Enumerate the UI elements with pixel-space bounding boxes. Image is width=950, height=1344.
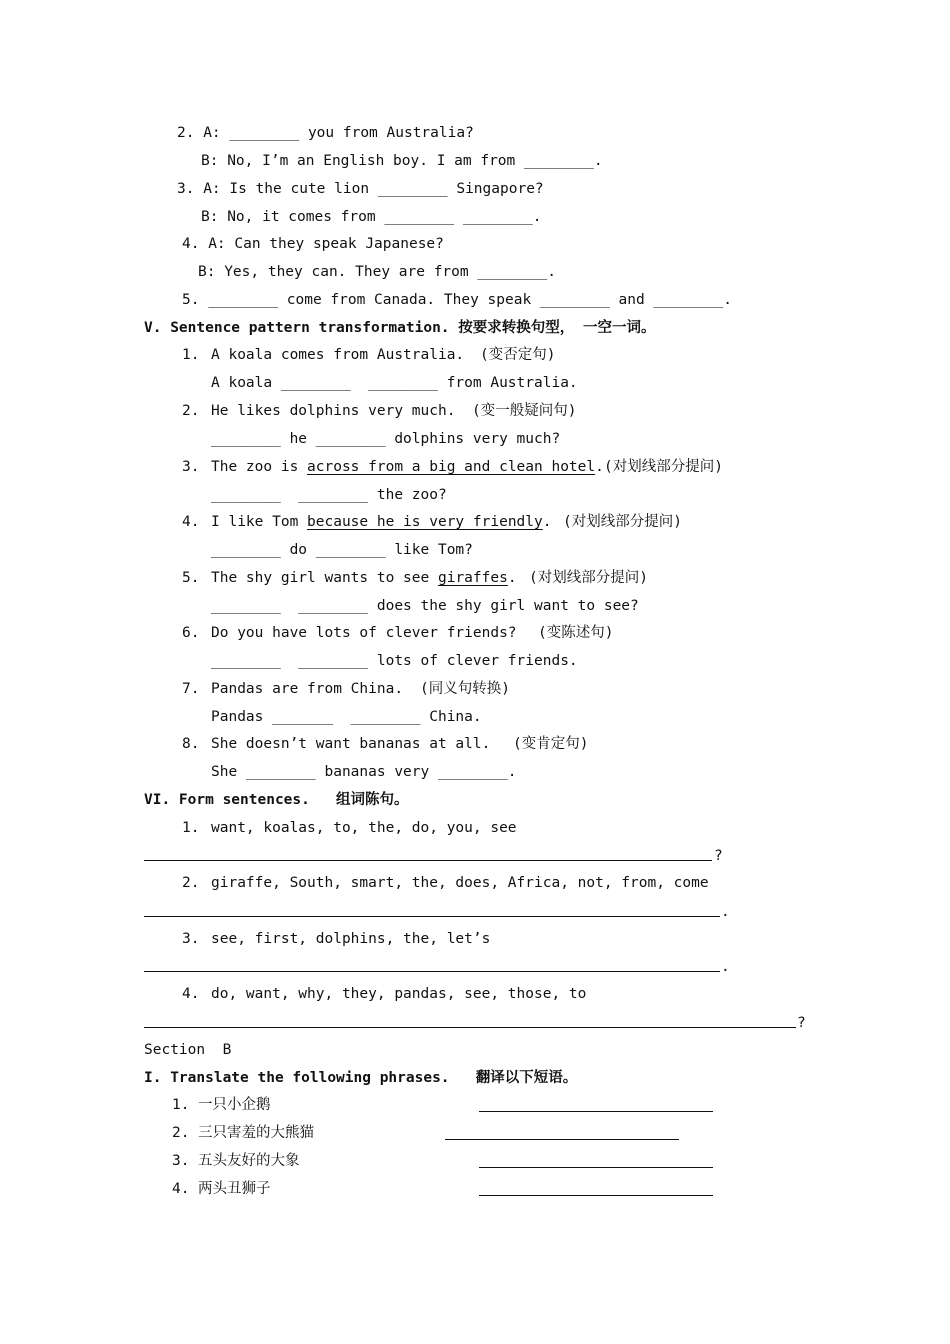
part5-item-3-sentence: The zoo is across from a big and clean hotel. xyxy=(211,459,604,475)
part5-item-4-sentence: I like Tom because he is very friendly. xyxy=(211,514,552,530)
section-b-heading: I. Translate the following phrases. 翻译以下短语。 xyxy=(144,1070,578,1086)
q4-line-b: B: Yes, they can. They are from ________. xyxy=(198,264,556,280)
part5-item-1-sentence: A koala comes from Australia. xyxy=(211,347,465,363)
part6-item-4-words: do, want, why, they, pandas, see, those, to xyxy=(211,986,587,1002)
q2-line-a: 2. A: ________ you from Australia? xyxy=(177,125,474,141)
section-b-item-2-text: 三只害羞的大熊猫 xyxy=(198,1125,314,1141)
part5-item-7-sentence: Pandas are from China. xyxy=(211,681,404,697)
part5-item-5-sentence: The shy girl wants to see giraffes. xyxy=(211,570,517,586)
part5-heading: V. Sentence pattern transformation. 按要求转换句型， 一空一词。 xyxy=(144,320,656,336)
part5-item-7-hint: (同义句转换) xyxy=(420,681,510,697)
part6-item-3-words: see, first, dolphins, the, let’s xyxy=(211,931,491,947)
part6-item-2-num: 2. xyxy=(182,875,200,891)
section-b-item-1-text: 一只小企鹅 xyxy=(198,1097,271,1113)
q2-line-b: B: No, I’m an English boy. I am from ________. xyxy=(201,153,603,169)
part5-item-2-sentence: He likes dolphins very much. xyxy=(211,403,456,419)
part6-item-2-end-mark: . xyxy=(721,904,730,920)
part5-item-3-num: 3. xyxy=(182,459,200,475)
part5-item-1-num: 1. xyxy=(182,347,200,363)
part5-item-3-underlined: across from a big and clean hotel xyxy=(307,459,596,475)
part5-item-8-hint: (变肯定句) xyxy=(513,736,589,752)
section-b-item-1-answer-line xyxy=(479,1111,713,1112)
part6-item-1-answer-line xyxy=(144,860,712,861)
part5-item-7-answer: Pandas _______ ________ China. xyxy=(211,709,482,725)
section-b-item-1-num: 1. xyxy=(172,1097,190,1113)
part6-heading: VI. Form sentences. 组词陈句。 xyxy=(144,792,409,808)
section-b-item-3-answer-line xyxy=(479,1167,713,1168)
part5-item-4-answer: ________ do ________ like Tom? xyxy=(211,542,473,558)
part5-item-2-hint: (变一般疑问句) xyxy=(472,403,577,419)
part5-item-4-underlined: because he is very friendly xyxy=(307,514,543,530)
section-b-title: Section B xyxy=(144,1042,232,1058)
section-b-item-4-num: 4. xyxy=(172,1181,190,1197)
q4-line-a: 4. A: Can they speak Japanese? xyxy=(182,236,444,252)
q5-line: 5. ________ come from Canada. They speak ________ and ________. xyxy=(182,292,732,308)
part5-item-4-hint: (对划线部分提问) xyxy=(563,514,682,530)
part5-item-6-answer: ________ ________ lots of clever friends. xyxy=(211,653,578,669)
part5-item-3-hint: (对划线部分提问) xyxy=(604,459,723,475)
section-b-item-3-text: 五头友好的大象 xyxy=(198,1153,300,1169)
part5-item-1-answer: A koala ________ ________ from Australia. xyxy=(211,375,578,391)
section-b-item-2-answer-line xyxy=(445,1139,679,1140)
part6-item-1-end-mark: ? xyxy=(714,848,723,864)
part6-item-1-words: want, koalas, to, the, do, you, see xyxy=(211,820,517,836)
part6-item-2-answer-line xyxy=(144,916,720,917)
part5-item-3-answer: ________ ________ the zoo? xyxy=(211,487,447,503)
part5-item-2-answer: ________ he ________ dolphins very much? xyxy=(211,431,561,447)
part6-item-4-end-mark: ? xyxy=(797,1015,806,1031)
part6-item-3-answer-line xyxy=(144,971,720,972)
part5-item-5-answer: ________ ________ does the shy girl want to see? xyxy=(211,598,639,614)
section-b-item-4-answer-line xyxy=(479,1195,713,1196)
section-b-item-3-num: 3. xyxy=(172,1153,190,1169)
part5-item-5-num: 5. xyxy=(182,570,200,586)
part5-item-4-num: 4. xyxy=(182,514,200,530)
section-b-item-2-num: 2. xyxy=(172,1125,190,1141)
part6-item-4-num: 4. xyxy=(182,986,200,1002)
part5-item-6-sentence: Do you have lots of clever friends? xyxy=(211,625,517,641)
part5-item-1-hint: (变否定句) xyxy=(480,347,556,363)
part6-item-4-answer-line xyxy=(144,1027,796,1028)
part5-item-7-num: 7. xyxy=(182,681,200,697)
q3-line-a: 3. A: Is the cute lion ________ Singapore? xyxy=(177,181,544,197)
part6-item-1-num: 1. xyxy=(182,820,200,836)
part5-item-8-answer: She ________ bananas very ________. xyxy=(211,764,517,780)
part5-item-2-num: 2. xyxy=(182,403,200,419)
part5-item-5-underlined: giraffes xyxy=(437,570,508,586)
part6-item-3-end-mark: . xyxy=(721,959,730,975)
section-b-item-4-text: 两头丑狮子 xyxy=(198,1181,271,1197)
part6-item-3-num: 3. xyxy=(182,931,200,947)
part5-item-5-hint: (对划线部分提问) xyxy=(529,570,648,586)
part5-item-8-sentence: She doesn’t want bananas at all. xyxy=(211,736,491,752)
part5-item-6-num: 6. xyxy=(182,625,200,641)
q3-line-b: B: No, it comes from ________ ________. xyxy=(201,209,542,225)
part5-item-8-num: 8. xyxy=(182,736,200,752)
part5-item-6-hint: (变陈述句) xyxy=(538,625,614,641)
part6-item-2-words: giraffe, South, smart, the, does, Africa, not, from, come xyxy=(211,875,709,891)
